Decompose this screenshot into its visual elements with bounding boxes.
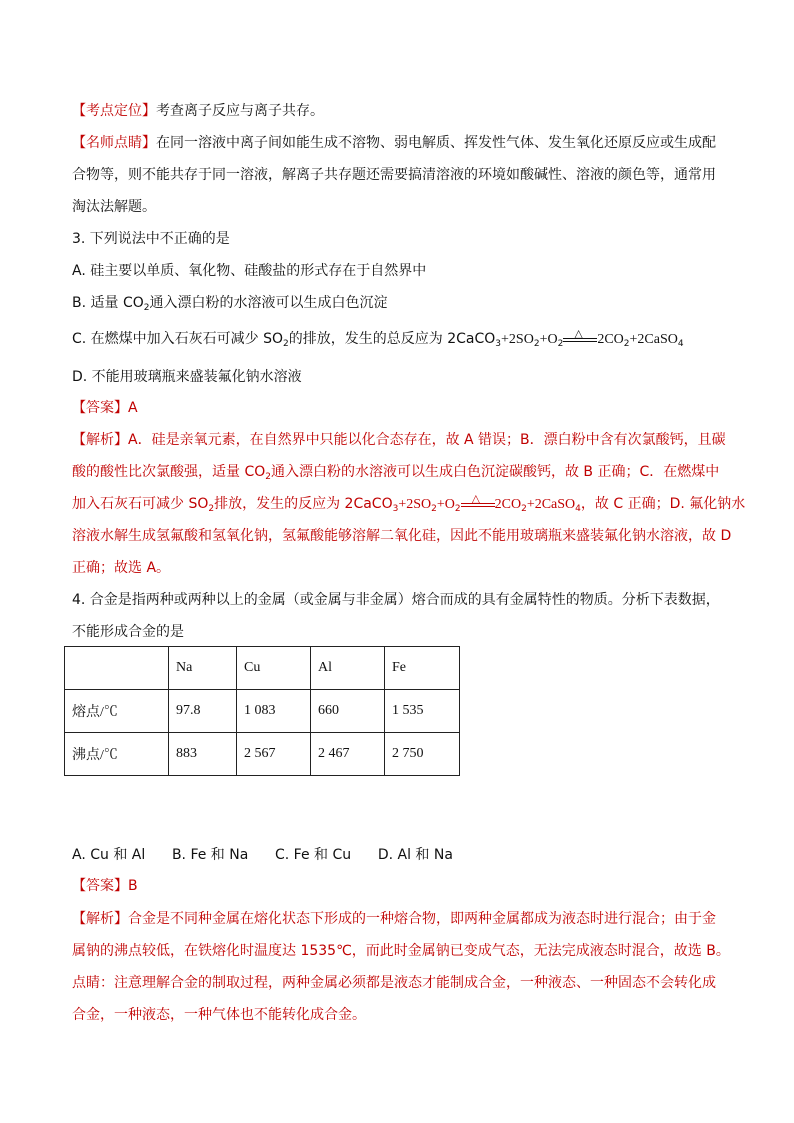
heating-equals-sign xyxy=(461,492,495,510)
table-row-label: 熔点/℃ xyxy=(65,690,169,733)
q3-analysis-line-1 xyxy=(72,430,726,450)
mingshi-line-1 xyxy=(72,133,716,153)
q4-note-line-2: 合金，一种液态，一种气体也不能转化成合金。 xyxy=(72,1007,366,1023)
bracket-open: 【 xyxy=(72,103,86,119)
q4-stem-line-1: 4. 合金是指两种或两种以上的金属（或金属与非金属）熔合而成的具有金属特性的物质。分析下表数据， xyxy=(72,592,720,608)
subscript: 4 xyxy=(677,339,684,349)
delta-icon: △ xyxy=(574,327,583,340)
delta-icon: △ xyxy=(471,492,481,505)
analysis-tag: 解析 xyxy=(86,911,114,927)
subscript: 2 xyxy=(143,303,150,313)
subscript: 2 xyxy=(533,339,540,349)
bracket-close: 】 xyxy=(142,103,156,119)
table-cell: 1 535 xyxy=(385,690,460,733)
q3-analysis-line-2 xyxy=(72,462,719,487)
q4-options: A. Cu 和 Al B. Fe 和 Na C. Fe 和 Cu D. Al 和 Na xyxy=(72,847,453,863)
table-row-label: 沸点/℃ xyxy=(65,733,169,776)
bracket-open: 【 xyxy=(72,878,86,894)
bracket-close: 】 xyxy=(114,400,128,416)
analysis-text: ，故 C 正确；D. 氟化钠水 xyxy=(580,496,746,512)
q4-stem-line-2: 不能形成合金的是 xyxy=(72,624,184,640)
subscript: 3 xyxy=(495,339,502,349)
eq-part: +2SO xyxy=(398,497,432,512)
alloy-data-table xyxy=(64,646,460,776)
eq-part: 2CO xyxy=(597,332,624,347)
subscript: 2 xyxy=(521,504,527,514)
mingshi-tag: 名师点睛 xyxy=(86,135,142,151)
subscript: 3 xyxy=(392,504,399,514)
subscript: 2 xyxy=(283,339,289,349)
q3-option-d: D. 不能用玻璃瓶来盛装氟化钠水溶液 xyxy=(72,369,302,385)
table-cell: 97.8 xyxy=(169,690,237,733)
bracket-open: 【 xyxy=(72,432,86,448)
q3-analysis-line-5: 正确；故选 A。 xyxy=(72,560,171,576)
q3-option-b-post: 通入漂白粉的水溶液可以生成白色沉淀 xyxy=(149,295,388,311)
subscript: 2 xyxy=(265,472,271,482)
q3-answer-line xyxy=(72,398,138,418)
table-header-row xyxy=(65,647,460,690)
subscript: 2 xyxy=(623,339,630,349)
table-header-cell: Na xyxy=(169,647,237,690)
subscript: 2 xyxy=(454,504,461,514)
bracket-close: 】 xyxy=(114,878,128,894)
eq-part: +2CaSO xyxy=(526,497,576,512)
mingshi-line-3: 淘汰法解题。 xyxy=(72,199,156,215)
q3-option-a: A. 硅主要以单质、氧化物、硅酸盐的形式存在于自然界中 xyxy=(72,263,427,279)
analysis-text: A．硅是亲氧元素，在自然界中只能以化合态存在，故 A 错误；B．漂白粉中含有次氯酸钙，且碳 xyxy=(128,432,726,448)
subscript: 2 xyxy=(557,339,564,349)
table-cell: 883 xyxy=(169,733,237,776)
analysis-tag: 解析 xyxy=(86,432,114,448)
analysis-text: 通入漂白粉的水溶液可以生成白色沉淀碳酸钙，故 B 正确；C．在燃煤中 xyxy=(270,464,720,480)
subscript: 4 xyxy=(575,504,581,514)
table-row xyxy=(65,690,460,733)
q4-analysis-line-2: 属钠的沸点较低，在铁熔化时温度达 1535℃，而此时金属钠已变成气态，无法完成液态时混合，故选 B。 xyxy=(72,943,730,959)
table-cell: 1 083 xyxy=(237,690,311,733)
bracket-open: 【 xyxy=(72,135,86,151)
kaodian-text: 考查离子反应与离子共存。 xyxy=(156,103,324,119)
subscript: 2 xyxy=(431,504,437,514)
table-header-cell: Cu xyxy=(237,647,311,690)
answer-value: A xyxy=(128,400,138,416)
subscript: 2 xyxy=(208,504,215,514)
eq-part: +O xyxy=(539,332,558,347)
table-cell: 2 467 xyxy=(311,733,385,776)
q3-option-b-pre: B. 适量 CO xyxy=(72,295,144,311)
q4-answer-line xyxy=(72,876,138,896)
q3-option-c xyxy=(72,329,684,354)
table-cell: 2 567 xyxy=(237,733,311,776)
eq-part: +O xyxy=(436,497,455,512)
answer-tag: 答案 xyxy=(86,400,114,416)
q3-option-b xyxy=(72,293,387,318)
bracket-close: 】 xyxy=(142,135,156,151)
q3-stem: 3. 下列说法中不正确的是 xyxy=(72,231,230,247)
eq-part: +2SO xyxy=(501,332,534,347)
bracket-open: 【 xyxy=(72,400,86,416)
bracket-close: 】 xyxy=(114,911,128,927)
answer-value: B xyxy=(128,878,138,894)
answer-tag: 答案 xyxy=(86,878,114,894)
q3-analysis-line-4: 溶液水解生成氢氟酸和氢氧化钠，氢氟酸能够溶解二氧化硅，因此不能用玻璃瓶来盛装氟化钠水溶液，故 D xyxy=(72,528,732,544)
table-cell: 2 750 xyxy=(385,733,460,776)
mingshi-line-2: 合物等，则不能共存于同一溶液，解离子共存题还需要搞清溶液的环境如酸碱性、溶液的颜色等，通常用 xyxy=(72,167,716,183)
analysis-text: 排放，发生的反应为 2CaCO xyxy=(214,496,393,512)
eq-part: 2CO xyxy=(494,497,522,512)
q4-note-line-1: 点睛：注意理解合金的制取过程，两种金属必须都是液态才能制成合金，一种液态、一种固态不会转化成 xyxy=(72,975,716,991)
table-header-cell xyxy=(65,647,169,690)
table-cell: 660 xyxy=(311,690,385,733)
heating-equals-sign xyxy=(563,327,597,345)
q3-option-c-pre: C. 在燃煤中加入石灰石可减少 SO xyxy=(72,331,284,347)
table-row xyxy=(65,733,460,776)
q3-analysis-line-3 xyxy=(72,494,745,519)
bracket-open: 【 xyxy=(72,911,86,927)
analysis-text: 酸的酸性比次氯酸强，适量 CO xyxy=(72,464,266,480)
kaodian-line xyxy=(72,101,324,121)
q3-option-c-mid: 的排放，发生的总反应为 2CaCO xyxy=(288,331,496,347)
q4-analysis-line-1 xyxy=(72,909,716,929)
bracket-close: 】 xyxy=(114,432,128,448)
kaodian-tag: 考点定位 xyxy=(86,103,142,119)
mingshi-text-1: 在同一溶液中离子间如能生成不溶物、弱电解质、挥发性气体、发生氧化还原反应或生成配 xyxy=(156,135,716,151)
table-header-cell: Fe xyxy=(385,647,460,690)
analysis-text: 加入石灰石可减少 SO xyxy=(72,496,209,512)
eq-part: +2CaSO xyxy=(629,332,678,347)
table-header-cell: Al xyxy=(311,647,385,690)
analysis-text: 合金是不同种金属在熔化状态下形成的一种熔合物，即两种金属都成为液态时进行混合；由于金 xyxy=(128,911,716,927)
